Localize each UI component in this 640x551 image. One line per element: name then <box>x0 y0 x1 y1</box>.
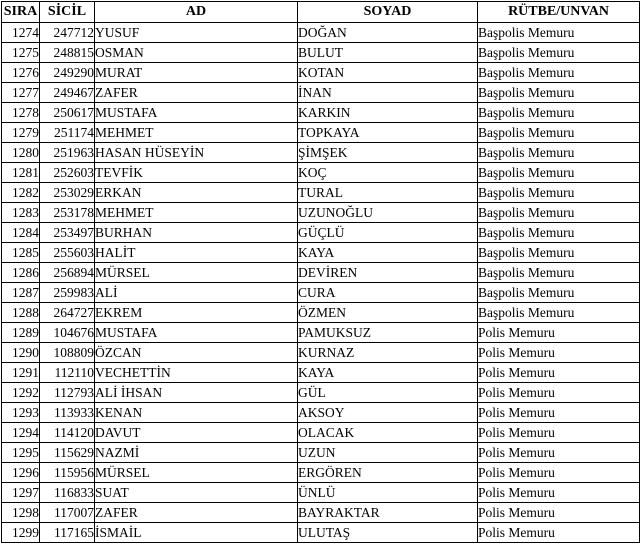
cell-soyad: KOTAN <box>298 63 478 83</box>
cell-sicil: 253029 <box>40 183 95 203</box>
cell-rutbe-unvan: Polis Memuru <box>478 343 640 363</box>
cell-sira: 1297 <box>2 483 40 503</box>
cell-soyad: KAYA <box>298 363 478 383</box>
cell-sicil: 251963 <box>40 143 95 163</box>
cell-rutbe-unvan: Başpolis Memuru <box>478 23 640 43</box>
cell-sicil: 117165 <box>40 523 95 543</box>
table-row <box>2 343 640 363</box>
table-row <box>2 503 640 523</box>
table-row <box>2 443 640 463</box>
cell-soyad: ŞİMŞEK <box>298 143 478 163</box>
cell-ad: NAZMİ <box>95 443 298 463</box>
table-row <box>2 123 640 143</box>
cell-sira: 1296 <box>2 463 40 483</box>
cell-sira: 1285 <box>2 243 40 263</box>
table-row <box>2 463 640 483</box>
cell-rutbe-unvan: Başpolis Memuru <box>478 283 640 303</box>
cell-soyad: OLACAK <box>298 423 478 443</box>
cell-rutbe-unvan: Başpolis Memuru <box>478 183 640 203</box>
cell-sicil: 108809 <box>40 343 95 363</box>
cell-sira: 1298 <box>2 503 40 523</box>
cell-rutbe-unvan: Polis Memuru <box>478 363 640 383</box>
cell-sicil: 112110 <box>40 363 95 383</box>
table-row <box>2 23 640 43</box>
cell-sicil: 115629 <box>40 443 95 463</box>
cell-sicil: 115956 <box>40 463 95 483</box>
table-row <box>2 423 640 443</box>
table-header <box>2 2 640 23</box>
table-row <box>2 363 640 383</box>
cell-sira: 1279 <box>2 123 40 143</box>
header-row <box>2 2 640 23</box>
cell-rutbe-unvan: Başpolis Memuru <box>478 243 640 263</box>
table-row <box>2 83 640 103</box>
cell-ad: MUSTAFA <box>95 323 298 343</box>
table-row <box>2 63 640 83</box>
cell-sira: 1294 <box>2 423 40 443</box>
cell-ad: ALİ <box>95 283 298 303</box>
table-body <box>2 23 640 543</box>
table-row <box>2 523 640 543</box>
cell-soyad: CURA <box>298 283 478 303</box>
cell-soyad: KARKIN <box>298 103 478 123</box>
table-row <box>2 143 640 163</box>
cell-sicil: 256894 <box>40 263 95 283</box>
cell-rutbe-unvan: Başpolis Memuru <box>478 143 640 163</box>
cell-sicil: 247712 <box>40 23 95 43</box>
cell-ad: HASAN HÜSEYİN <box>95 143 298 163</box>
cell-sicil: 249467 <box>40 83 95 103</box>
cell-rutbe-unvan: Polis Memuru <box>478 443 640 463</box>
cell-sicil: 116833 <box>40 483 95 503</box>
table-row <box>2 43 640 63</box>
cell-rutbe-unvan: Polis Memuru <box>478 423 640 443</box>
cell-sira: 1295 <box>2 443 40 463</box>
header-rutbe-unvan: RÜTBE/UNVAN <box>478 2 640 23</box>
cell-sira: 1287 <box>2 283 40 303</box>
cell-sira: 1275 <box>2 43 40 63</box>
cell-sicil: 114120 <box>40 423 95 443</box>
cell-rutbe-unvan: Polis Memuru <box>478 323 640 343</box>
cell-soyad: GÜÇLÜ <box>298 223 478 243</box>
cell-ad: BURHAN <box>95 223 298 243</box>
cell-rutbe-unvan: Başpolis Memuru <box>478 83 640 103</box>
cell-sira: 1293 <box>2 403 40 423</box>
cell-ad: İSMAİL <box>95 523 298 543</box>
cell-sicil: 255603 <box>40 243 95 263</box>
table-row <box>2 163 640 183</box>
cell-ad: OSMAN <box>95 43 298 63</box>
cell-sicil: 248815 <box>40 43 95 63</box>
cell-ad: ZAFER <box>95 83 298 103</box>
cell-soyad: TURAL <box>298 183 478 203</box>
cell-soyad: BULUT <box>298 43 478 63</box>
cell-soyad: İNAN <box>298 83 478 103</box>
cell-sicil: 251174 <box>40 123 95 143</box>
header-ad: AD <box>95 2 298 23</box>
cell-ad: MEHMET <box>95 203 298 223</box>
cell-ad: ÖZCAN <box>95 343 298 363</box>
cell-sira: 1278 <box>2 103 40 123</box>
cell-sicil: 112793 <box>40 383 95 403</box>
cell-rutbe-unvan: Başpolis Memuru <box>478 123 640 143</box>
cell-ad: ERKAN <box>95 183 298 203</box>
cell-rutbe-unvan: Başpolis Memuru <box>478 203 640 223</box>
cell-rutbe-unvan: Başpolis Memuru <box>478 103 640 123</box>
cell-sira: 1280 <box>2 143 40 163</box>
cell-ad: MURAT <box>95 63 298 83</box>
cell-soyad: ÖZMEN <box>298 303 478 323</box>
cell-soyad: PAMUKSUZ <box>298 323 478 343</box>
cell-sira: 1291 <box>2 363 40 383</box>
cell-sicil: 249290 <box>40 63 95 83</box>
cell-rutbe-unvan: Başpolis Memuru <box>478 223 640 243</box>
table-row <box>2 263 640 283</box>
cell-soyad: BAYRAKTAR <box>298 503 478 523</box>
cell-sicil: 264727 <box>40 303 95 323</box>
cell-ad: DAVUT <box>95 423 298 443</box>
cell-ad: KENAN <box>95 403 298 423</box>
table-row <box>2 183 640 203</box>
cell-soyad: KOÇ <box>298 163 478 183</box>
cell-sira: 1288 <box>2 303 40 323</box>
header-sicil: SİCİL <box>40 2 95 23</box>
cell-soyad: UZUNOĞLU <box>298 203 478 223</box>
personnel-table <box>1 1 640 543</box>
cell-sira: 1283 <box>2 203 40 223</box>
cell-sira: 1282 <box>2 183 40 203</box>
cell-sira: 1274 <box>2 23 40 43</box>
cell-rutbe-unvan: Polis Memuru <box>478 483 640 503</box>
cell-ad: MEHMET <box>95 123 298 143</box>
cell-ad: TEVFİK <box>95 163 298 183</box>
cell-rutbe-unvan: Başpolis Memuru <box>478 43 640 63</box>
table-row <box>2 283 640 303</box>
cell-sicil: 259983 <box>40 283 95 303</box>
cell-rutbe-unvan: Polis Memuru <box>478 523 640 543</box>
header-soyad: SOYAD <box>298 2 478 23</box>
cell-soyad: ERGÖREN <box>298 463 478 483</box>
cell-sira: 1299 <box>2 523 40 543</box>
cell-sicil: 250617 <box>40 103 95 123</box>
cell-soyad: DOĞAN <box>298 23 478 43</box>
cell-sira: 1281 <box>2 163 40 183</box>
cell-soyad: KURNAZ <box>298 343 478 363</box>
cell-sira: 1290 <box>2 343 40 363</box>
cell-ad: ZAFER <box>95 503 298 523</box>
table-row <box>2 403 640 423</box>
table-row <box>2 303 640 323</box>
cell-sira: 1276 <box>2 63 40 83</box>
cell-rutbe-unvan: Başpolis Memuru <box>478 263 640 283</box>
cell-rutbe-unvan: Polis Memuru <box>478 383 640 403</box>
cell-sicil: 117007 <box>40 503 95 523</box>
cell-sira: 1284 <box>2 223 40 243</box>
cell-rutbe-unvan: Polis Memuru <box>478 463 640 483</box>
cell-rutbe-unvan: Polis Memuru <box>478 503 640 523</box>
cell-rutbe-unvan: Polis Memuru <box>478 403 640 423</box>
cell-ad: MÜRSEL <box>95 263 298 283</box>
cell-ad: VECHETTİN <box>95 363 298 383</box>
table-row <box>2 223 640 243</box>
cell-sicil: 253178 <box>40 203 95 223</box>
table-row <box>2 243 640 263</box>
cell-soyad: KAYA <box>298 243 478 263</box>
cell-sicil: 113933 <box>40 403 95 423</box>
cell-sira: 1289 <box>2 323 40 343</box>
cell-sira: 1292 <box>2 383 40 403</box>
cell-rutbe-unvan: Başpolis Memuru <box>478 163 640 183</box>
cell-soyad: TOPKAYA <box>298 123 478 143</box>
cell-soyad: ÜNLÜ <box>298 483 478 503</box>
cell-sicil: 252603 <box>40 163 95 183</box>
cell-sira: 1286 <box>2 263 40 283</box>
cell-soyad: DEVİREN <box>298 263 478 283</box>
table-row <box>2 203 640 223</box>
cell-soyad: AKSOY <box>298 403 478 423</box>
cell-rutbe-unvan: Başpolis Memuru <box>478 303 640 323</box>
cell-sicil: 104676 <box>40 323 95 343</box>
header-sira: SIRA <box>2 2 40 23</box>
cell-ad: SUAT <box>95 483 298 503</box>
cell-ad: MÜRSEL <box>95 463 298 483</box>
cell-ad: ALİ İHSAN <box>95 383 298 403</box>
cell-sira: 1277 <box>2 83 40 103</box>
table-row <box>2 483 640 503</box>
cell-soyad: UZUN <box>298 443 478 463</box>
cell-ad: MUSTAFA <box>95 103 298 123</box>
cell-ad: EKREM <box>95 303 298 323</box>
cell-sicil: 253497 <box>40 223 95 243</box>
cell-ad: YUSUF <box>95 23 298 43</box>
cell-ad: HALİT <box>95 243 298 263</box>
table-row <box>2 323 640 343</box>
table-row <box>2 103 640 123</box>
table-row <box>2 383 640 403</box>
cell-soyad: ULUTAŞ <box>298 523 478 543</box>
cell-rutbe-unvan: Başpolis Memuru <box>478 63 640 83</box>
cell-soyad: GÜL <box>298 383 478 403</box>
